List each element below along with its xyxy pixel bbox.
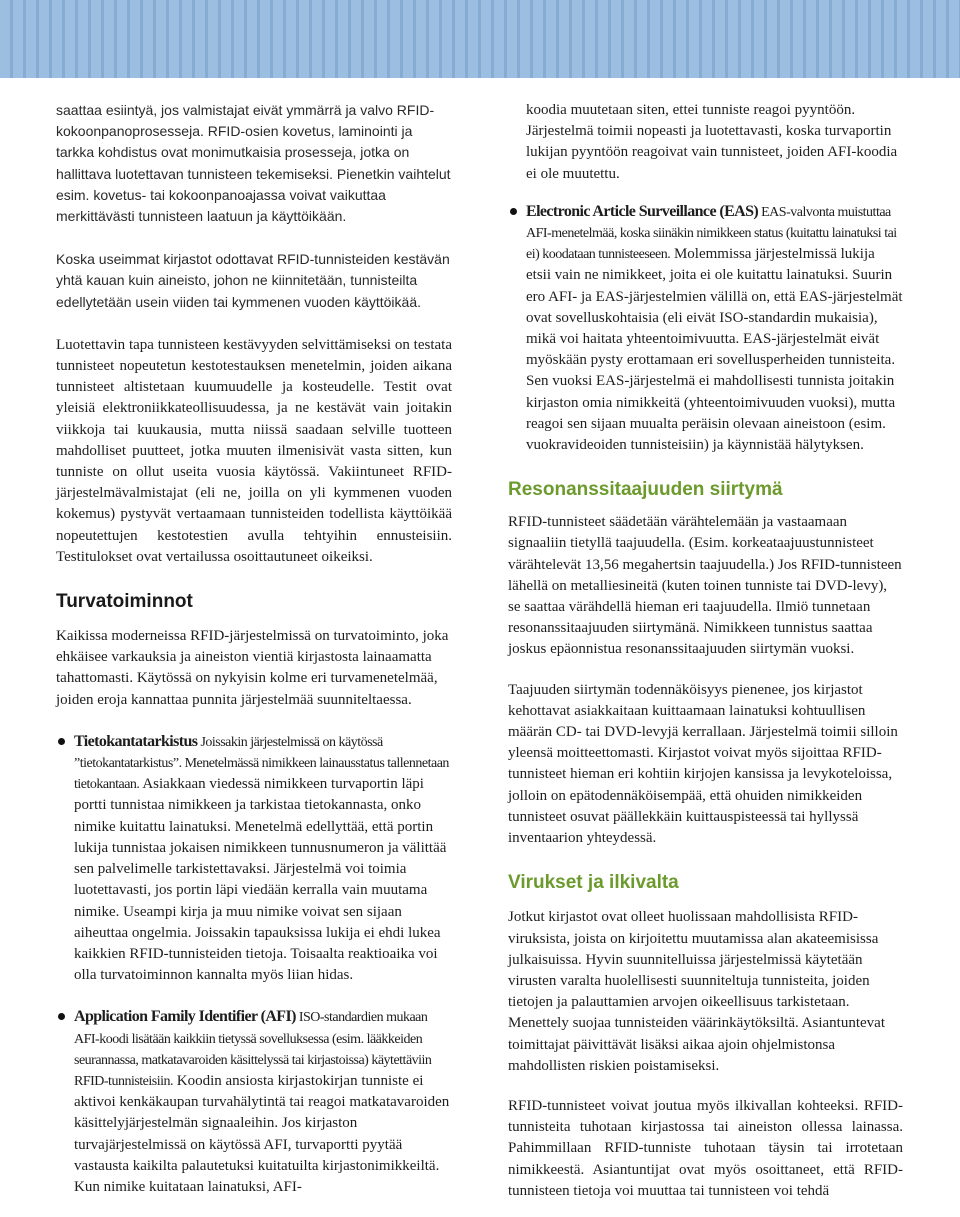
bullet-term: Tietokantatarkistus (74, 732, 198, 750)
list-item (56, 731, 452, 986)
bullet-icon (58, 1013, 65, 1020)
bullet-body: Molemmissa järjestelmissä lukija etsii vain ne nimikkeet, joita ei ole kuitattu lainatuksi. Suurin ero AFI- ja EAS-järjestelmien välillä on, että EAS-järjestelmät ovat sovelluskohtaisia (eli eivät ISO-standardin mukaisia), mikä voi haitata yhteentoimivuutta. EAS-järjestelmät eivät myöskään pysty erottamaan eri sovellusperheiden tunnisteita. Sen vuoksi EAS-järjestelmä ei mahdollisesti tunnista joitakin kirjaston omia nimikkeitä (yhteentoimivuuden vuoksi), mutta reagoi sen sijaan muualta peräisin olevaan aineistoon (esim. vuokravideoiden tunnisteisiin) ja käynnistää hälytyksen. (526, 246, 903, 454)
section-heading: Resonanssitaajuuden siirtymä (508, 479, 783, 501)
paragraph: RFID-tunnisteet säädetään värähtelemään ja vastaamaan signaaliin tietyllä taajuudella. (Esim. korkeataajuustunnisteet värähtelevät 13,56 megahertsin taajuudella.) Jos RFID-tunnisteen lähellä on metalliesineitä (kuten toinen tunniste tai DVD-levy), se saattaa värähdellä hieman eri taajuudella. Ilmiö tunnetaan resonanssitaajuuden siirtymänä. Nimikkeen tunnistus saattaa joskus epäonnistua resonanssitaajuuden siirtymän vuoksi. (508, 514, 902, 658)
bullet-condensed-text: Joissakin järjestelmissä on käytössä ”tietokantatarkistus”. Menetelmässä nimikkeen lainausstatus tallennetaan tietokantaan. (74, 734, 449, 793)
bullet-body: Asiakkaan viedessä nimikkeen turvaportin läpi portti tunnistaa nimikkeen ja tarkistaa tietokannasta, onko nimike kuitattu lainatuksi. Menetelmä edellyttää, että portin lukija tunnistaa jokaisen nimikkeen tunnusnumeron ja välittää sen palvelimelle tarkistettavaksi. Järjestelmä voi toimia luotettavasti, jos portin läpi viedään kerralla vain muutama nimike. Useampi kirja ja muu nimike voivat sen sijaan aiheuttaa ongelmia. Joissakin tapauksissa lukija ei ehdi lukea kaikkien RFID-tunnisteiden tietoja. Toisaalta reaktioaika voi olla turvatoiminnon kannalta myös liian hidas. (74, 776, 447, 984)
header-banner (0, 0, 960, 78)
bullet-condensed-text: ISO-standardien mukaan AFI-koodi lisätään kaikkiin tietyssä sovelluksessa (esim. lääkkeiden seurannassa, matkatavaroiden käsittelyssä tai kirjastoissa) käytettäviin RFID-tunnisteisiin. (74, 1010, 432, 1089)
list-item (508, 201, 903, 456)
section-heading: Turvatoiminnot (56, 591, 193, 613)
section-heading: Virukset ja ilkivalta (508, 872, 679, 894)
paragraph: saattaa esiintyä, jos valmistajat eivät ymmärrä ja valvo RFID-kokoonpanoprosesseja. RFID-osien kovetus, laminointi ja tarkka kohdistus ovat monimutkaisia prosesseja, jotka on hallittava luotettavan tunnisteen tekemiseksi. Pienetkin vaihtelut esim. kovetus- tai kokoonpanoajassa voivat vaikuttaa merkittävästi tunnisteen laatuun ja käyttöikään. (56, 102, 451, 225)
paragraph: Kaikissa moderneissa RFID-järjestelmissä on turvatoiminto, joka ehkäisee varkauksia ja aineiston vientiä kirjastosta lainaamatta tahattomasti. Käytössä on nykyisin kolme eri turvamenetelmää, joiden eroja kannattaa punnita järjestelmää suunniteltaessa. (56, 628, 449, 708)
paragraph: RFID-tunnisteet voivat joutua myös ilkivallan kohteeksi. RFID-tunnisteita tuhotaan kirjastossa tai aineiston ollessa lainassa. Pahimmillaan RFID-tunniste tuhotaan täysin tai irrotetaan nimikkeestä. Asiantuntijat ovat myös osoittaneet, että RFID-tunnisteen tietoja voi muuttaa tai tunnisteen voi tehdä (508, 1097, 903, 1199)
bullet-term: Application Family Identifier (AFI) (74, 1008, 296, 1026)
paragraph: Taajuuden siirtymän todennäköisyys pienenee, jos kirjastot kehottavat asiakkaitaan kuittaamaan lainatuksi kohtuullisen määrän CD- tai DVD-levyjä kerrallaan. Järjestelmä toimii silloin yleensä moitteettomasti. Kirjastot voivat myös sijoittaa RFID-tunnisteet hieman eri kohtiin kirjojen kansissa ja levykoteloissa, jolloin on epätodennäköisempää, että ohuiden nimikkeiden tunnisteet osuvat päällekkäin kuittauspisteessä tai hyllyssä inventaarion yhteydessä. (508, 681, 898, 847)
right-column (508, 100, 903, 1202)
paragraph: Jotkut kirjastot ovat olleet huolissaan mahdollisista RFID-viruksista, joista on kirjoitettu muutamissa alan akateemisissa julkaisuissa. Hyvin suunnitelluissa järjestelmissä käytetään virusten varalta huolellisesti suunniteltuja tunnisteita, joiden tietojen ja palauttamien arvojen oikeellisuus tarkistetaan. Menettely suojaa tunnisteiden väärinkäytöksiltä. Asiantuntevat toimittajat päivittävät lisäksi aikaa ajoin ohjelmistonsa mahdollisten riskien poistamiseksi. (508, 909, 885, 1074)
bullet-body: Koodin ansiosta kirjastokirjan tunniste ei aktivoi kenkäkaupan turvahälytintä tai reagoi matkatavaroiden käsittelyjärjestelmän signaaleihin. Jos kirjaston turvajärjestelmissä on käytössä AFI, turvaportti pyytää vastausta kaikilta palautetuksi kuitatuilta kirjastonimikkeiltä. Kun nimike kuitataan lainatuksi, AFI- (74, 1072, 450, 1195)
bullet-text (74, 731, 452, 986)
list-item (56, 1006, 452, 1198)
paragraph: Luotettavin tapa tunnisteen kestävyyden selvittämiseksi on testata tunnisteet nopeutetun kestotestauksen menetelmin, joiden aikana tunnisteet altistetaan kuumuudelle ja kosteudelle. Testit ovat yleisiä elektroniikkateollisuudessa, ja ne kestävät vain joitakin viikkoja tai kuukausia, mutta niissä saadaan selville tuotteen mahdolliset puutteet, jotka muuten ilmenisivät vasta sitten, kun tunniste on ollut useita vuosia käytössä. Vakiintuneet RFID-järjestelmävalmistajat (eli ne, joilla on yli kymmenen vuoden kokemus) pystyvät vertaamaan tunnisteiden todellista käyttöikää nopeutettujen kestotestien avulla tehtyihin ennusteisiin. Testitulokset ovat vertailussa osoittautuneet oikeiksi. (56, 336, 452, 565)
bullet-icon (510, 208, 517, 215)
bullet-condensed-text: EAS-valvonta muistuttaa AFI-menetelmää, koska siinäkin nimikkeen status (kuitattu lainatuksi tai ei) koodataan tunnisteeseen. (526, 204, 897, 263)
bullet-icon (58, 738, 65, 745)
paragraph: Koska useimmat kirjastot odottavat RFID-tunnisteiden kestävän yhtä kauan kuin aineisto, johon ne kiinnitetään, tunnisteilta edellytetään usein viiden tai kymmenen vuoden käyttöikää. (56, 251, 450, 310)
bullet-text (526, 201, 903, 456)
bullet-text (74, 1006, 452, 1198)
paragraph: koodia muutetaan siten, ettei tunniste reagoi pyyntöön. Järjestelmä toimii nopeasti ja luotettavasti, koska turvaportin lukijan pyyntöön reagoivat vain tunnisteet, joiden AFI-koodia ei ole muutettu. (526, 102, 898, 182)
bullet-term: Electronic Article Surveillance (EAS) (526, 202, 759, 220)
left-column (56, 100, 452, 1198)
